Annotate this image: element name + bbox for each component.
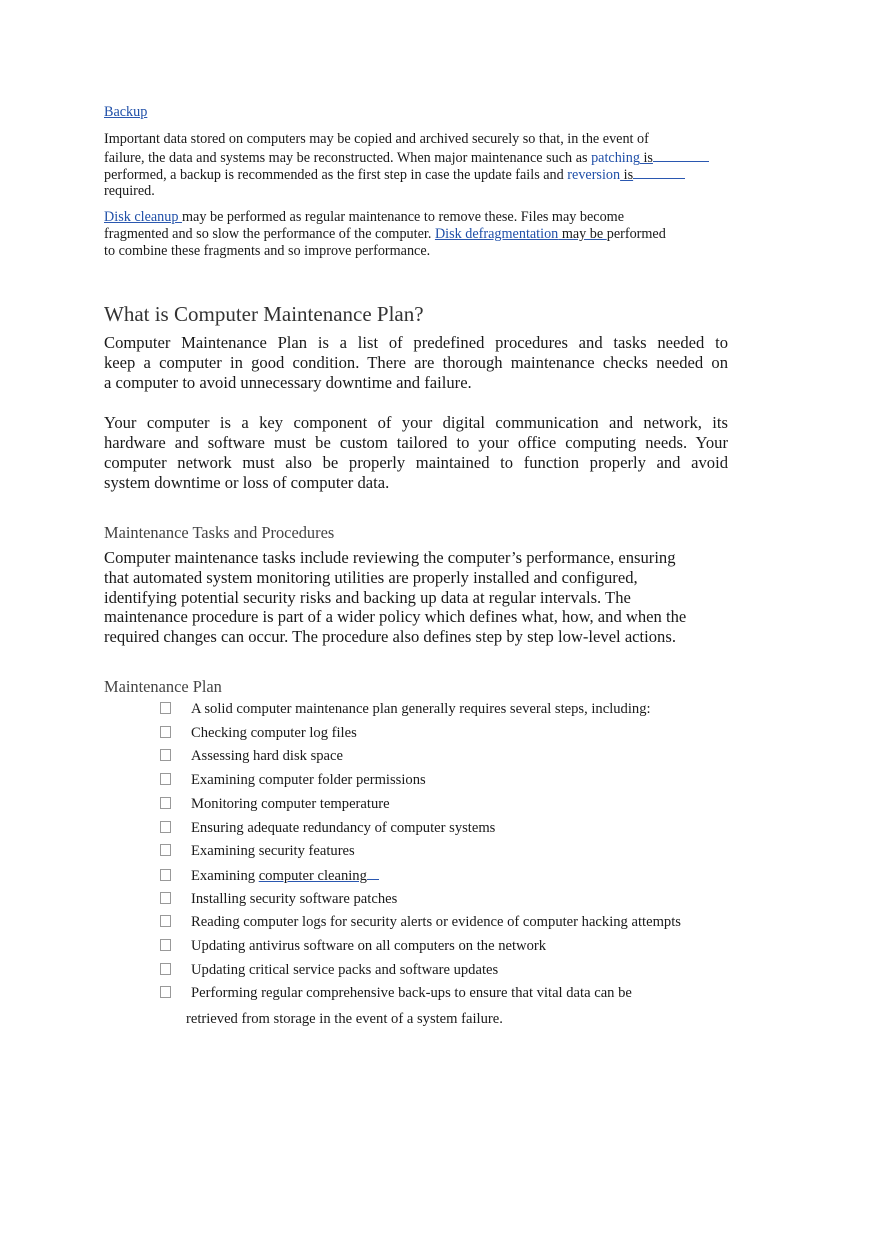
list-item-text: Examining — [191, 867, 259, 884]
backup-text-line: Important data stored on computers may be copied and archived securely so that, in the event of — [104, 131, 649, 147]
list-item — [160, 701, 651, 718]
checkbox-icon — [160, 726, 171, 738]
cleanup-text-line — [104, 209, 624, 226]
paragraph-line: Your computer is a key component of your digital communication and network, its — [104, 413, 728, 432]
list-item — [160, 962, 498, 979]
paragraph-line: computer network must also be properly maintained to function properly and avoid — [104, 453, 728, 472]
list-item-text: Assessing hard disk space — [191, 748, 343, 765]
paragraph-line: maintenance procedure is part of a wider policy which defines what, how, and when the — [104, 607, 687, 626]
checkbox-icon — [160, 869, 171, 881]
disk-cleanup-link[interactable]: Disk cleanup — [104, 209, 183, 225]
checkbox-icon — [160, 797, 171, 809]
list-item — [160, 772, 426, 789]
text: performed — [606, 226, 666, 242]
paragraph-line: hardware and software must be custom tailored to your office computing needs. Your — [104, 433, 728, 452]
list-item-text: A solid computer maintenance plan generally requires several steps, including: — [191, 701, 651, 717]
text: fragmented and so slow the performance of the computer. — [104, 226, 435, 242]
subheading-plan: Maintenance Plan — [104, 677, 222, 696]
text: performed, a backup is recommended as the first step in case the update fails and — [104, 167, 568, 183]
list-item-text: Examining computer folder permissions — [191, 772, 426, 789]
list-item-text: Monitoring computer temperature — [191, 795, 390, 812]
list-item — [160, 938, 546, 955]
backup-text-line — [104, 149, 709, 167]
list-item — [160, 891, 397, 908]
subheading-tasks: Maintenance Tasks and Procedures — [104, 523, 335, 542]
paragraph-line: required changes can occur. The procedure also defines step by step low-level actions. — [104, 627, 676, 646]
checkbox-icon — [160, 939, 171, 951]
cleanup-text-line: to combine these fragments and so improve performance. — [104, 243, 431, 259]
list-item-text: Examining security features — [191, 843, 355, 860]
list-item-continuation: retrieved from storage in the event of a system failure. — [186, 1011, 503, 1027]
section-heading: What is Computer Maintenance Plan? — [104, 302, 424, 326]
checkbox-icon — [160, 702, 171, 714]
disk-defragmentation-link[interactable]: Disk defragmentation — [434, 226, 559, 242]
backup-text-line: required. — [104, 183, 155, 199]
checkbox-icon — [160, 892, 171, 904]
list-item — [160, 914, 681, 931]
checkbox-icon — [160, 915, 171, 927]
paragraph-line: identifying potential security risks and backing up data at regular intervals. The — [104, 588, 631, 607]
text: may be performed as regular maintenance to remove these. Files may become — [182, 209, 625, 225]
paragraph-line: Computer maintenance tasks include reviewing the computer’s performance, ensuring — [104, 548, 676, 567]
patching-link[interactable]: patching — [591, 150, 640, 166]
list-item-text: Updating critical service packs and software updates — [191, 961, 499, 978]
list-item — [160, 867, 379, 885]
list-item-text: Updating antivirus software on all computers on the network — [191, 938, 547, 954]
checkbox-icon — [160, 986, 171, 998]
list-item-text: Reading computer logs for security alerts or evidence of computer hacking attempts — [191, 914, 681, 931]
list-item-text: Checking computer log files — [191, 724, 357, 741]
text: is — [639, 150, 653, 166]
list-item — [160, 725, 357, 742]
cleanup-text-line — [104, 226, 666, 243]
list-item-text: Ensuring adequate redundancy of computer systems — [191, 819, 496, 836]
paragraph-line: a computer to avoid unnecessary downtime and failure. — [104, 373, 472, 392]
list-item — [160, 985, 632, 1002]
checkbox-icon — [160, 844, 171, 856]
backup-text-line — [104, 166, 685, 184]
backup-link[interactable]: Backup — [104, 104, 148, 120]
checkbox-icon — [160, 963, 171, 975]
text: may be — [558, 226, 607, 242]
list-item — [160, 796, 390, 813]
checkbox-icon — [160, 773, 171, 785]
underline — [633, 166, 685, 179]
list-item-text: Performing regular comprehensive back-ups to ensure that vital data can be — [191, 985, 632, 1002]
checkbox-icon — [160, 821, 171, 833]
text: failure, the data and systems may be reconstructed. When major maintenance such as — [104, 150, 592, 166]
list-item — [160, 748, 343, 765]
list-item-text: Installing security software patches — [191, 890, 398, 907]
text: is — [620, 167, 634, 183]
paragraph-line: system downtime or loss of computer data. — [104, 473, 390, 492]
list-item — [160, 843, 355, 860]
paragraph-line: keep a computer in good condition. There are thorough maintenance checks needed on — [104, 353, 728, 372]
underline — [367, 867, 379, 880]
paragraph-line: that automated system monitoring utilities are properly installed and configured, — [104, 568, 638, 587]
paragraph-line: Computer Maintenance Plan is a list of predefined procedures and tasks needed to — [104, 333, 728, 352]
reversion-link[interactable]: reversion — [567, 167, 621, 183]
checkbox-icon — [160, 749, 171, 761]
list-item — [160, 820, 495, 837]
computer-cleaning-link[interactable]: computer cleaning — [258, 867, 367, 884]
underline — [653, 149, 709, 162]
